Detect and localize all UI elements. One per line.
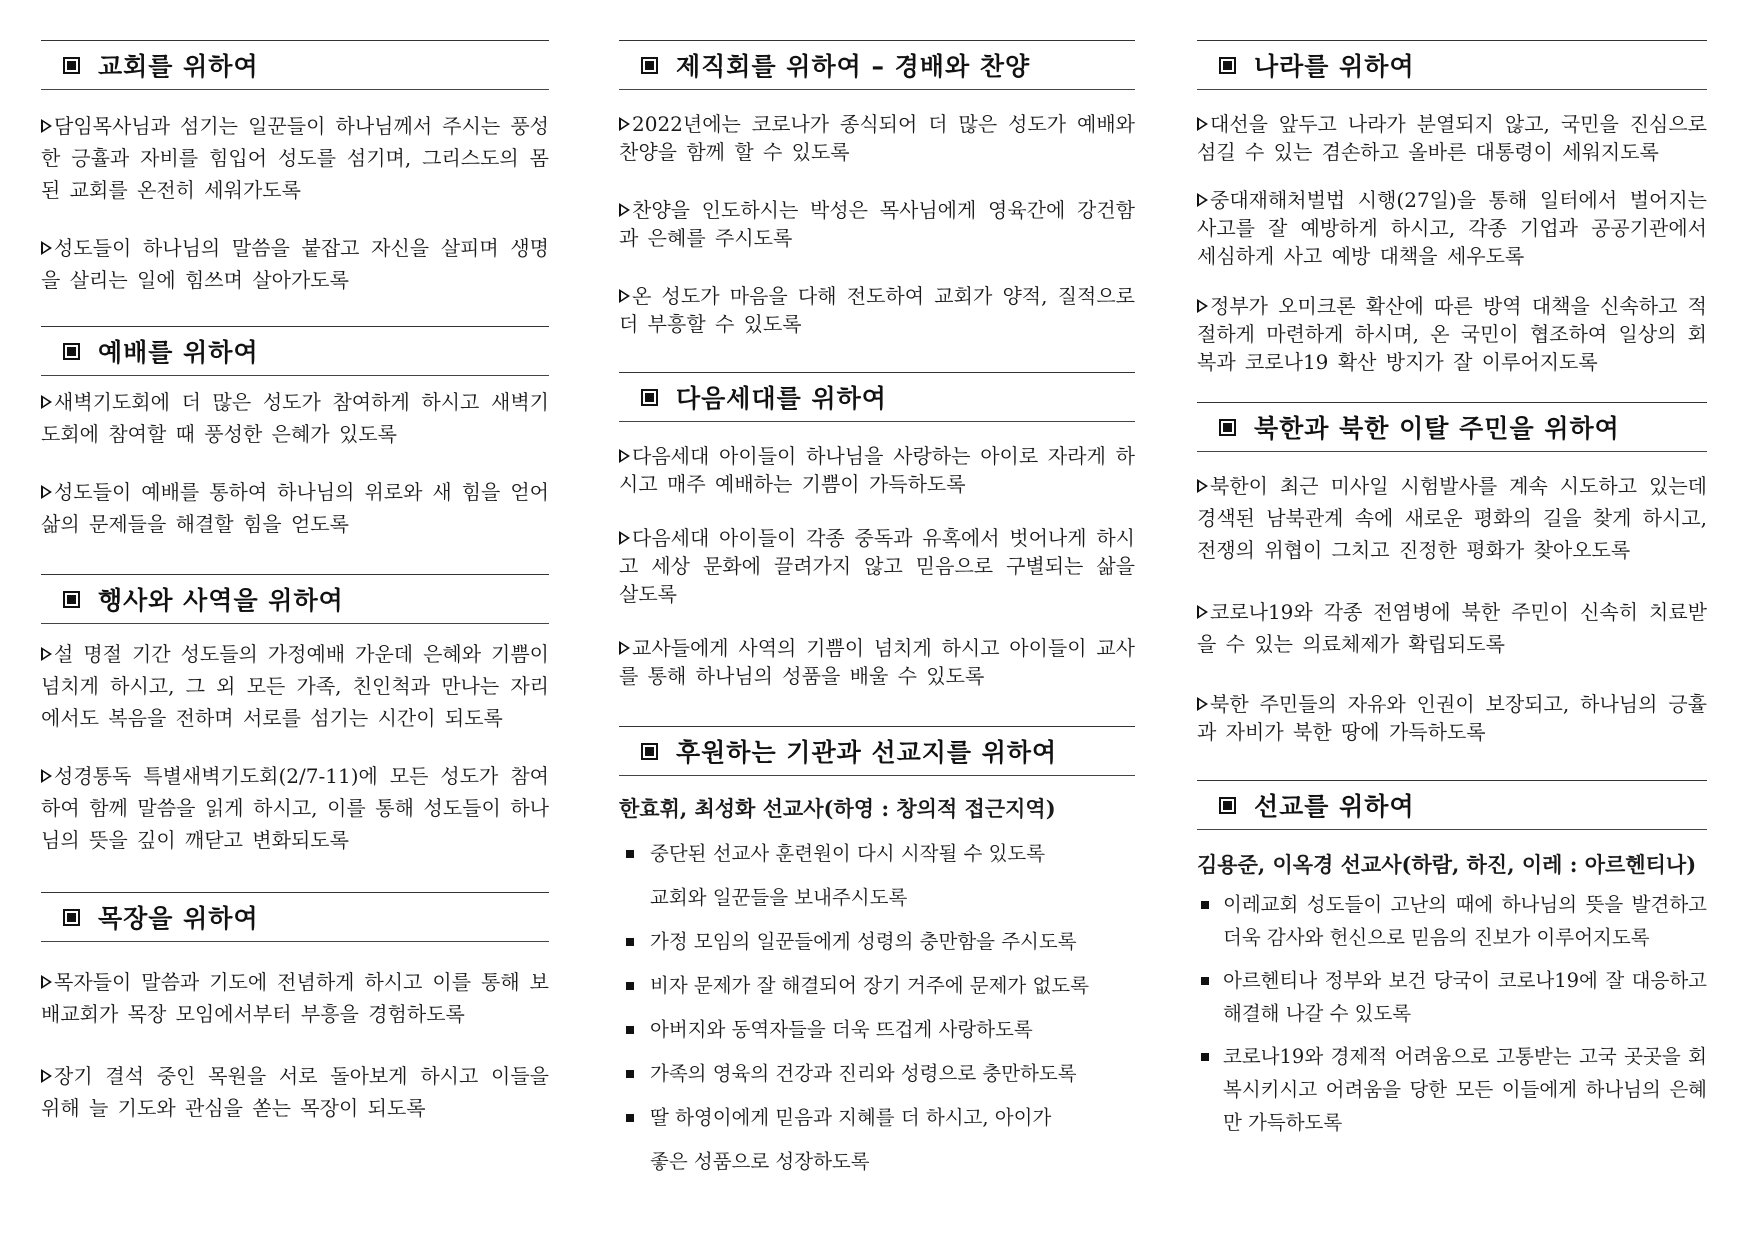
triangle-bullet-icon — [619, 531, 630, 545]
section-heading — [41, 326, 549, 376]
section-nation — [1197, 40, 1707, 376]
section-worship — [41, 326, 549, 540]
prayer-item: 북한 주민들의 자유와 인권이 보장되고, 하나님의 긍휼과 자비가 북한 땅에 가득하도록 — [1197, 692, 1707, 744]
prayer-item: 담임목사님과 섬기는 일꾼들이 하나님께서 주시는 풍성한 긍휼과 자비를 힘입어 성도를 섬기며, 그리스도의 몸 된 교회를 온전히 세워가도록 — [41, 114, 549, 202]
prayer-item: 성경통독 특별새벽기도회(2/7-11)에 모든 성도가 참여하여 함께 말씀을 읽게 하시고, 이를 통해 성도들이 하나님의 뜻을 깊이 깨닫고 변화되도록 — [41, 764, 549, 852]
section-missions — [1197, 780, 1707, 1139]
prayer-item: 목자들이 말씀과 기도에 전념하게 하시고 이를 통해 보배교회가 목장 모임에서부터 부흥을 경험하도록 — [41, 970, 549, 1026]
section-heading — [619, 726, 1135, 776]
triangle-bullet-icon — [41, 485, 52, 499]
prayer-item: 온 성도가 마음을 다해 전도하여 교회가 양적, 질적으로 더 부흥할 수 있도록 — [619, 284, 1135, 336]
section-heading — [619, 372, 1135, 422]
prayer-item: 중대재해처벌법 시행(27일)을 통해 일터에서 벌어지는 사고를 잘 예방하게 하시고, 각종 기업과 공공기관에서 세심하게 사고 예방 대책을 세우도록 — [1197, 188, 1707, 268]
triangle-bullet-icon — [41, 647, 52, 661]
prayer-item: 2022년에는 코로나가 종식되어 더 많은 성도가 예배와 찬양을 함께 할 수 있도록 — [619, 112, 1135, 164]
missionary-name: 김용준, 이옥경 선교사(하람, 하진, 이레 : 아르헨티나) — [1197, 852, 1697, 877]
section-heading — [619, 40, 1135, 90]
prayer-item: 북한이 최근 미사일 시험발사를 계속 시도하고 있는데 경색된 남북관계 속에 새로운 평화의 길을 찾게 하시고, 전쟁의 위협이 그치고 진정한 평화가 찾아오도록 — [1197, 474, 1707, 562]
triangle-bullet-icon — [1197, 193, 1208, 207]
triangle-bullet-icon — [41, 119, 52, 133]
section-heading — [41, 574, 549, 624]
triangle-bullet-icon — [1197, 299, 1208, 313]
section-title: 후원하는 기관과 선교지를 위하여 — [676, 738, 1058, 767]
section-title: 북한과 북한 이탈 주민을 위하여 — [1254, 414, 1620, 443]
bullet-item-continued: 교회와 일꾼들을 보내주시도록 — [650, 886, 908, 909]
triangle-bullet-icon — [619, 289, 630, 303]
square-bullet-icon — [63, 909, 80, 926]
section-title: 나라를 위하여 — [1254, 52, 1415, 81]
bullet-item: 중단된 선교사 훈련원이 다시 시작될 수 있도록 — [619, 832, 1135, 876]
prayer-item: 장기 결석 중인 목원을 서로 돌아보게 하시고 이들을 위해 늘 기도와 관심을 쏟는 목장이 되도록 — [41, 1064, 549, 1120]
prayer-bullet-list — [1197, 888, 1707, 1139]
prayer-item: 성도들이 예배를 통하여 하나님의 위로와 새 힘을 얻어 삶의 문제들을 해결할 힘을 얻도록 — [41, 480, 549, 536]
section-title: 목장을 위하여 — [98, 904, 259, 933]
section-title: 제직회를 위하여 – 경배와 찬양 — [676, 52, 1031, 81]
square-bullet-icon — [641, 743, 658, 760]
prayer-item: 성도들이 하나님의 말씀을 붙잡고 자신을 살피며 생명을 살리는 일에 힘쓰며 살아가도록 — [41, 236, 549, 292]
section-title: 예배를 위하여 — [98, 338, 259, 367]
triangle-bullet-icon — [41, 975, 52, 989]
section-missions-support — [619, 726, 1135, 1184]
triangle-bullet-icon — [41, 241, 52, 255]
triangle-bullet-icon — [41, 1069, 52, 1083]
section-church — [41, 40, 549, 296]
bullet-item: 딸 하영이에게 믿음과 지혜를 더 하시고, 아이가 — [619, 1096, 1135, 1140]
section-title: 다음세대를 위하여 — [676, 384, 887, 413]
prayer-item: 교사들에게 사역의 기쁨이 넘치게 하시고 아이들이 교사를 통해 하나님의 성품을 배울 수 있도록 — [619, 636, 1135, 688]
section-heading — [1197, 402, 1707, 452]
triangle-bullet-icon — [1197, 697, 1208, 711]
section-next-generation — [619, 372, 1135, 690]
square-bullet-icon — [1219, 419, 1236, 436]
section-title: 교회를 위하여 — [98, 52, 259, 81]
bullet-item: 이레교회 성도들이 고난의 때에 하나님의 뜻을 발견하고 더욱 감사와 헌신으로 믿음의 진보가 이루어지도록 — [1197, 888, 1707, 954]
section-events — [41, 574, 549, 856]
prayer-bullet-list — [619, 832, 1135, 1184]
square-bullet-icon — [63, 57, 80, 74]
section-heading — [1197, 780, 1707, 830]
middle-column — [619, 40, 1135, 1184]
triangle-bullet-icon — [619, 117, 630, 131]
left-column — [41, 40, 549, 1150]
triangle-bullet-icon — [619, 449, 630, 463]
triangle-bullet-icon — [41, 769, 52, 783]
prayer-item: 정부가 오미크론 확산에 따른 방역 대책을 신속하고 적절하게 마련하게 하시며, 온 국민이 협조하여 일상의 회복과 코로나19 확산 방지가 잘 이루어지도록 — [1197, 294, 1707, 374]
square-bullet-icon — [641, 389, 658, 406]
bullet-item: 코로나19와 경제적 어려움으로 고통받는 고국 곳곳을 회복시키시고 어려움을 당한 모든 이들에게 하나님의 은혜만 가득하도록 — [1197, 1040, 1707, 1139]
section-north-korea — [1197, 402, 1707, 746]
bullet-item: 아버지와 동역자들을 더욱 뜨겁게 사랑하도록 — [619, 1008, 1135, 1052]
section-deacons — [619, 40, 1135, 338]
prayer-item: 대선을 앞두고 나라가 분열되지 않고, 국민을 진심으로 섬길 수 있는 겸손하고 올바른 대통령이 세워지도록 — [1197, 112, 1707, 164]
square-bullet-icon — [63, 343, 80, 360]
section-cell-group — [41, 892, 549, 1124]
section-heading — [41, 892, 549, 942]
bullet-item: 가족의 영육의 건강과 진리와 성령으로 충만하도록 — [619, 1052, 1135, 1096]
bullet-item: 아르헨티나 정부와 보건 당국이 코로나19에 잘 대응하고 해결해 나갈 수 있도록 — [1197, 964, 1707, 1030]
bullet-item: 가정 모임의 일꾼들에게 성령의 충만함을 주시도록 — [619, 920, 1135, 964]
bullet-item-continued: 좋은 성품으로 성장하도록 — [650, 1150, 870, 1173]
section-title: 행사와 사역을 위하여 — [98, 586, 344, 615]
missionary-name: 한효휘, 최성화 선교사(하영 : 창의적 접근지역) — [619, 796, 1056, 821]
triangle-bullet-icon — [1197, 117, 1208, 131]
prayer-item: 다음세대 아이들이 각종 중독과 유혹에서 벗어나게 하시고 세상 문화에 끌려가지 않고 믿음으로 구별되는 삶을 살도록 — [619, 526, 1135, 606]
triangle-bullet-icon — [41, 395, 52, 409]
prayer-item: 새벽기도회에 더 많은 성도가 참여하게 하시고 새벽기도회에 참여할 때 풍성한 은혜가 있도록 — [41, 390, 549, 446]
section-heading — [41, 40, 549, 90]
square-bullet-icon — [1219, 57, 1236, 74]
triangle-bullet-icon — [1197, 479, 1208, 493]
prayer-item: 찬양을 인도하시는 박성은 목사님에게 영육간에 강건함과 은혜를 주시도록 — [619, 198, 1135, 250]
triangle-bullet-icon — [619, 641, 630, 655]
prayer-item: 코로나19와 각종 전염병에 북한 주민이 신속히 치료받을 수 있는 의료체제가 확립되도록 — [1197, 600, 1707, 656]
square-bullet-icon — [1219, 797, 1236, 814]
bullet-item: 비자 문제가 잘 해결되어 장기 거주에 문제가 없도록 — [619, 964, 1135, 1008]
section-heading — [1197, 40, 1707, 90]
triangle-bullet-icon — [1197, 605, 1208, 619]
square-bullet-icon — [641, 57, 658, 74]
square-bullet-icon — [63, 591, 80, 608]
right-column — [1197, 40, 1707, 1149]
section-title: 선교를 위하여 — [1254, 792, 1415, 821]
prayer-item: 다음세대 아이들이 하나님을 사랑하는 아이로 자라게 하시고 매주 예배하는 기쁨이 가득하도록 — [619, 444, 1135, 496]
prayer-item: 설 명절 기간 성도들의 가정예배 가운데 은혜와 기쁨이 넘치게 하시고, 그 외 모든 가족, 친인척과 만나는 자리에서도 복음을 전하며 서로를 섬기는 시간이 되도록 — [41, 642, 549, 730]
triangle-bullet-icon — [619, 203, 630, 217]
